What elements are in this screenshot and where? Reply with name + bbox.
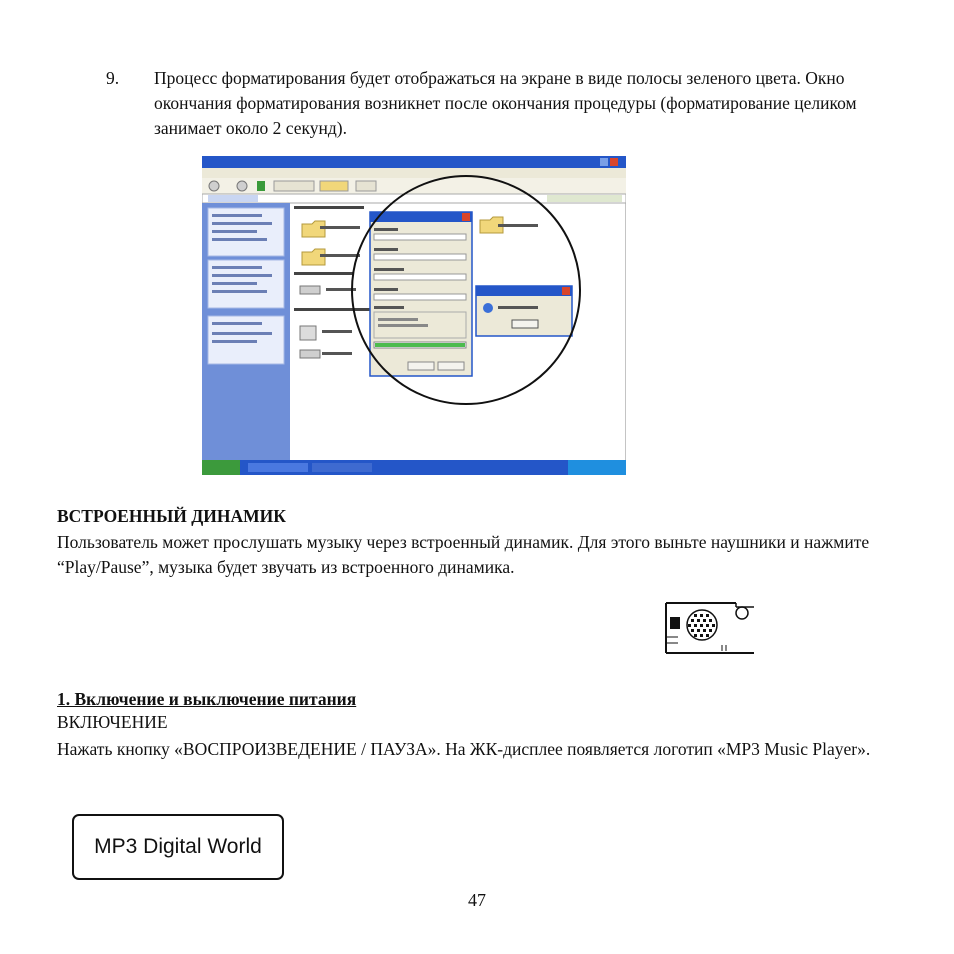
power-heading: 1. Включение и выключение питания xyxy=(57,689,357,709)
lcd-display xyxy=(72,814,284,880)
section-heading: ВСТРОЕННЫЙ ДИНАМИК xyxy=(57,506,286,526)
step-number: 9. xyxy=(106,68,120,88)
speaker-illustration xyxy=(664,597,756,659)
section-body: Пользователь может прослушать музыку через встроенный динамик. Для этого выньте наушники и нажмите “Play/Pause”, музыка будет звучать из встроенного динамика. xyxy=(57,532,870,577)
step-text: Процесс форматирования будет отображаться на экране в виде полосы зеленого цвета. Окно окончания форматирования возникнет после окончания процедуры (форматирование целиком занимает около 2 секунд). xyxy=(154,68,857,138)
page-number: 47 xyxy=(468,890,486,910)
power-on-label: ВКЛЮЧЕНИЕ xyxy=(57,712,168,732)
format-screenshot xyxy=(202,156,626,483)
lcd-text: MP3 Digital World xyxy=(94,835,262,858)
window-titlebar xyxy=(202,156,626,168)
power-on-instruction: Нажать кнопку «ВОСПРОИЗВЕДЕНИЕ / ПАУЗА». На ЖК-дисплее появляется логотип «MP3 Music Player». xyxy=(57,739,871,759)
